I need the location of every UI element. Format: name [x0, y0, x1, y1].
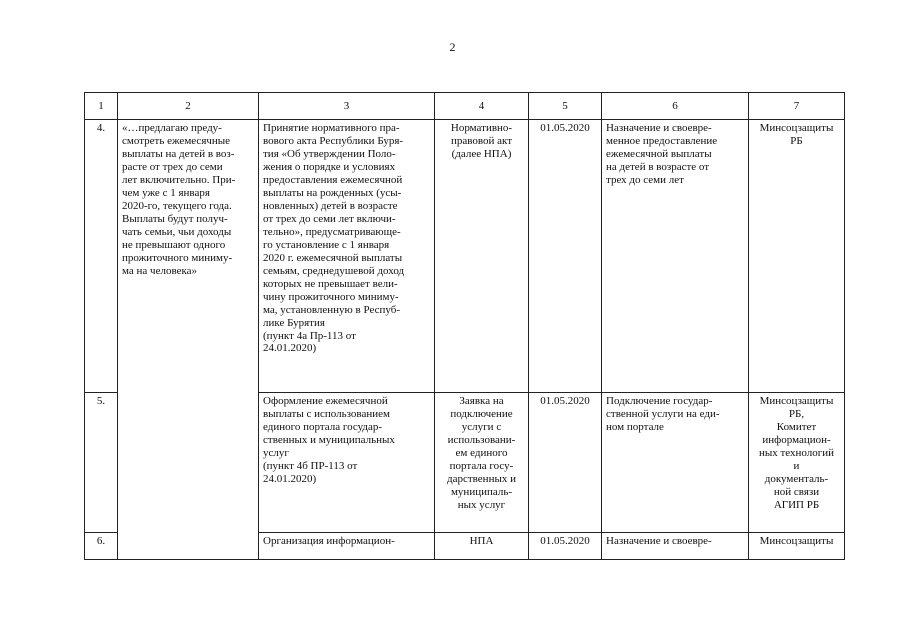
- header-cell-4: 4: [435, 93, 529, 120]
- cell-text-line: вового акта Республики Буря-: [263, 134, 404, 147]
- cell-text-line: (пункт 4б ПР-113 от: [263, 459, 358, 472]
- cell-text-line: РБ: [790, 134, 803, 147]
- cell-text-line: портала госу-: [449, 459, 514, 472]
- cell-text-line: чать семьи, чьи доходы: [122, 225, 232, 238]
- cell-text-line: новленных) детей в возрасте: [263, 199, 398, 212]
- cell-text-line: информацион-: [762, 433, 831, 446]
- cell-text-line: правовой акт: [450, 134, 513, 147]
- cell-text-line: ежемесячной выплаты: [606, 147, 712, 160]
- cell-text-line: услуги с: [461, 420, 502, 433]
- header-cell-7: 7: [749, 93, 845, 120]
- header-row: [85, 93, 845, 120]
- cell-text-line: дарственных и: [447, 472, 516, 485]
- cell-text-line: ем единого: [455, 446, 508, 459]
- cell-text-line: выплаты на детей в воз-: [122, 147, 235, 160]
- responsible-cell: [749, 120, 845, 393]
- cell-text-line: 24.01.2020): [263, 472, 317, 485]
- cell-text-line: муниципаль-: [450, 485, 513, 498]
- header-cell-3: 3: [259, 93, 435, 120]
- cell-text-line: не превышают одного: [122, 238, 226, 251]
- cell-text-line: Организация информацион-: [263, 535, 395, 547]
- header-cell-1: 1: [85, 93, 118, 120]
- deadline-cell: 01.05.2020: [529, 393, 602, 533]
- deadline-cell: 01.05.2020: [529, 120, 602, 393]
- cell-text-line: чину прожиточного миниму-: [263, 290, 399, 303]
- row-number: 5.: [85, 393, 118, 533]
- cell-text-line: тельно», предусматривающе-: [263, 225, 401, 238]
- document-type-cell: [435, 120, 529, 393]
- result-cell: [602, 120, 749, 393]
- cell-text-line: прожиточного миниму-: [122, 251, 233, 264]
- header-cell-6: 6: [602, 93, 749, 120]
- document-type-cell: [435, 393, 529, 533]
- cell-text-line: услуг: [263, 446, 289, 459]
- cell-text-line: «…предлагаю преду-: [122, 122, 222, 134]
- cell-text-line: Оформление ежемесячной: [263, 395, 388, 407]
- cell-text-line: менное предоставление: [606, 134, 718, 147]
- cell-text-line: Комитет: [776, 420, 817, 433]
- cell-text-line: 2020 г. ежемесячной выплаты: [263, 251, 403, 264]
- row-number: 6.: [85, 533, 118, 560]
- cell-text-line: АГИП РБ: [773, 498, 820, 511]
- cell-text-line: го установление с 1 января: [263, 238, 390, 251]
- cell-text-line: 2020-го, текущего года.: [122, 199, 232, 212]
- cell-text-line: ной связи: [773, 485, 820, 498]
- cell-text-line: трех до семи лет: [606, 173, 684, 186]
- cell-text-line: ственной услуги на еди-: [606, 407, 720, 420]
- cell-text-line: лет включительно. При-: [122, 173, 236, 186]
- cell-text-line: ных технологий: [758, 446, 835, 459]
- cell-text-line: выплаты на рожденных (усы-: [263, 186, 402, 199]
- responsible-cell: [749, 533, 845, 560]
- cell-text-line: и: [793, 459, 800, 472]
- cell-text-line: Заявка на: [459, 395, 504, 407]
- cell-text-line: НПА: [469, 535, 494, 547]
- cell-text-line: документаль-: [764, 472, 829, 485]
- page-number: 2: [449, 40, 456, 54]
- header-cell-5: 5: [529, 93, 602, 120]
- cell-text-line: жения о порядке и условиях: [263, 160, 396, 173]
- row-number: 4.: [85, 120, 118, 393]
- cell-text-line: ном портале: [606, 420, 664, 433]
- cell-text-line: 24.01.2020): [263, 342, 317, 355]
- cell-text-line: Выплаты будут получ-: [122, 212, 228, 225]
- cell-text-line: (пункт 4а Пр-113 от: [263, 329, 356, 342]
- cell-text-line: смотреть ежемесячные: [122, 134, 231, 147]
- cell-text-line: Нормативно-: [450, 122, 513, 134]
- cell-text-line: ма, установленную в Респуб-: [263, 303, 400, 316]
- cell-text-line: Подключение государ-: [606, 395, 713, 407]
- cell-text-line: лике Бурятия: [263, 316, 325, 329]
- deadline-cell: 01.05.2020: [529, 533, 602, 560]
- quote-cell: [118, 120, 259, 560]
- cell-text-line: использовани-: [447, 433, 516, 446]
- cell-text-line: Минсоцзащиты: [759, 122, 834, 134]
- action-cell: [259, 120, 435, 393]
- cell-text-line: ма на человека»: [122, 264, 198, 277]
- cell-text-line: тия «Об утверждении Поло-: [263, 147, 396, 160]
- action-cell: [259, 393, 435, 533]
- table-row: [85, 120, 845, 393]
- cell-text-line: (далее НПА): [451, 147, 512, 160]
- cell-text-line: которых не превышает вели-: [263, 277, 398, 290]
- cell-text-line: Назначение и своевре-: [606, 122, 712, 134]
- cell-text-line: чем уже с 1 января: [122, 186, 210, 199]
- cell-text-line: Минсоцзащиты: [759, 535, 834, 547]
- cell-text-line: единого портала государ-: [263, 420, 383, 433]
- cell-text-line: подключение: [450, 407, 513, 420]
- document-table: [84, 92, 845, 560]
- cell-text-line: ных услуг: [457, 498, 506, 511]
- result-cell: [602, 533, 749, 560]
- cell-text-line: РБ,: [788, 407, 805, 420]
- cell-text-line: от трех до семи лет включи-: [263, 212, 396, 225]
- cell-text-line: на детей в возрасте от: [606, 160, 710, 173]
- result-cell: [602, 393, 749, 533]
- cell-text-line: расте от трех до семи: [122, 160, 223, 173]
- action-cell: [259, 533, 435, 560]
- cell-text-line: Принятие нормативного пра-: [263, 122, 400, 134]
- cell-text-line: Минсоцзащиты: [759, 395, 834, 407]
- cell-text-line: предоставления ежемесячной: [263, 173, 403, 186]
- document-type-cell: [435, 533, 529, 560]
- cell-text-line: Назначение и своевре-: [606, 535, 712, 547]
- cell-text-line: семьям, среднедушевой доход: [263, 264, 405, 277]
- cell-text-line: выплаты с использованием: [263, 407, 390, 420]
- cell-text-line: ственных и муниципальных: [263, 433, 395, 446]
- header-cell-2: 2: [118, 93, 259, 120]
- responsible-cell: [749, 393, 845, 533]
